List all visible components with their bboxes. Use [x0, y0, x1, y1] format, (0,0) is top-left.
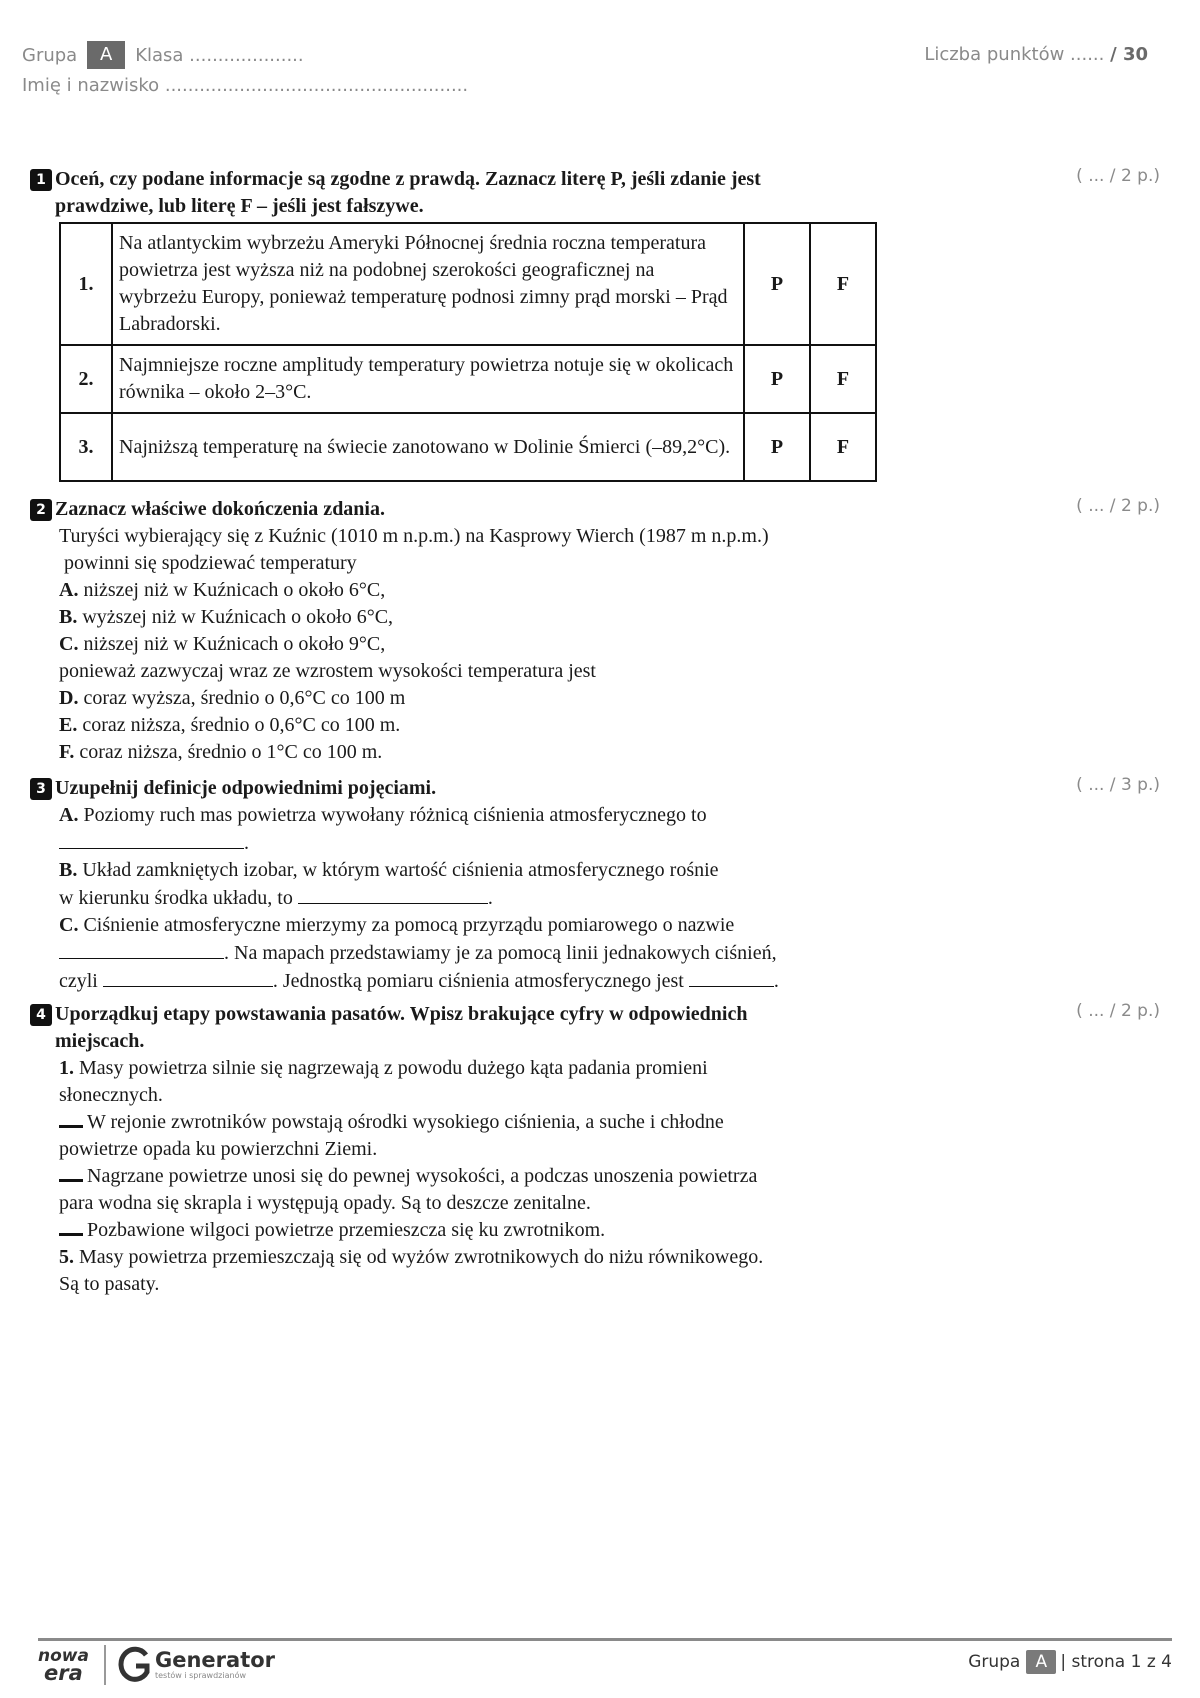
true-option[interactable]: P	[744, 345, 810, 413]
option-text: niższej niż w Kuźnicach o około 6°C,	[83, 579, 386, 601]
task-1	[30, 166, 930, 482]
option-text: coraz niższa, średnio o 0,6°C co 100 m.	[82, 714, 401, 736]
answer-blank[interactable]	[103, 967, 273, 987]
item-letter: B.	[59, 859, 78, 881]
answer-blank[interactable]	[689, 967, 774, 987]
task-2-score: ( ... / 2 p.)	[1076, 496, 1160, 516]
option-letter: F.	[59, 741, 75, 763]
step-number: 1.	[59, 1057, 74, 1079]
definition-text: Układ zamkniętych izobar, w którym wartość ciśnienia atmosferycznego rośnie	[82, 859, 719, 881]
option-letter: C.	[59, 633, 79, 655]
false-option[interactable]: F	[810, 223, 876, 345]
option-letter: E.	[59, 714, 78, 736]
definition-text: czyli	[59, 970, 98, 992]
item-letter: A.	[59, 804, 79, 826]
intro-line: Turyści wybierający się z Kuźnic (1010 m n.p.m.) na Kasprowy Wierch (1987 m n.p.m.)	[59, 525, 769, 547]
definition-text: . Jednostką pomiaru ciśnienia atmosferycznego jest	[272, 970, 684, 992]
task-2-instruction	[30, 496, 930, 523]
task-number: 4	[30, 1004, 52, 1026]
true-false-table	[59, 222, 877, 482]
nowa-era-logo	[38, 1646, 100, 1685]
task-4-body	[59, 1055, 930, 1298]
logo-text: nowa	[38, 1646, 89, 1666]
generator-logo	[116, 1645, 275, 1685]
task-4-score: ( ... / 2 p.)	[1076, 1001, 1160, 1021]
footer-logos	[38, 1645, 275, 1685]
table-row	[60, 345, 876, 413]
definition-text: Poziomy ruch mas powietrza wywołany różnicą ciśnienia atmosferycznego to	[83, 804, 707, 826]
definition-text: . Na mapach przedstawiamy je za pomocą linii jednakowych ciśnień,	[224, 942, 777, 964]
definition-text: w kierunku środka układu, to	[59, 887, 293, 909]
step-text: powietrze opada ku powierzchni Ziemi.	[59, 1138, 378, 1160]
row-number: 2.	[60, 345, 112, 413]
false-option[interactable]: F	[810, 413, 876, 481]
footer-divider	[38, 1638, 1172, 1641]
task-2	[30, 496, 930, 766]
page-number: | strona 1 z 4	[1060, 1652, 1172, 1672]
statement: Na atlantyckim wybrzeżu Ameryki Północnej średnia roczna temperatura powietrza jest wyższa niż na podobnej szerokości geograficznej na wybrzeżu Europy, ponieważ temperaturę podnosi zimny prąd morski – Prąd Labradorski.	[112, 223, 744, 345]
answer-option[interactable]	[59, 631, 930, 658]
option-text: wyższej niż w Kuźnicach o około 6°C,	[82, 606, 394, 628]
step-number-blank[interactable]	[59, 1110, 83, 1128]
item-letter: C.	[59, 914, 79, 936]
intro-line: powinni się spodziewać temperatury	[64, 552, 357, 574]
definition-text: Ciśnienie atmosferyczne mierzymy za pomocą przyrządu pomiarowego o nazwie	[83, 914, 735, 936]
logo-text: era	[44, 1661, 83, 1685]
true-option[interactable]: P	[744, 413, 810, 481]
step-text: para wodna się skrapla i występują opady. Są to deszcze zenitalne.	[59, 1192, 591, 1214]
instruction-line: prawdziwe, lub literę F – jeśli jest fałszywe.	[55, 195, 424, 217]
step-text: Masy powietrza przemieszczają się od wyżów zwrotnikowych do niżu równikowego.	[79, 1246, 764, 1268]
false-option[interactable]: F	[810, 345, 876, 413]
table-row	[60, 413, 876, 481]
task-3	[30, 775, 930, 995]
footer-group-label: Grupa	[968, 1652, 1021, 1672]
task-1-score: ( ... / 2 p.)	[1076, 166, 1160, 186]
answer-blank[interactable]	[59, 939, 224, 959]
step-text: Są to pasaty.	[59, 1273, 160, 1295]
option-text: coraz niższa, średnio o 1°C co 100 m.	[79, 741, 383, 763]
step-text: W rejonie zwrotników powstają ośrodki wysokiego ciśnienia, a suche i chłodne	[87, 1111, 724, 1133]
points-max: / 30	[1110, 44, 1148, 65]
answer-option[interactable]	[59, 577, 930, 604]
step-number-blank[interactable]	[59, 1218, 83, 1236]
logo-divider	[104, 1645, 106, 1685]
group-label: Grupa	[22, 44, 78, 66]
logo-subtext: testów i sprawdzianów	[155, 1671, 246, 1680]
instruction-line: miejscach.	[55, 1030, 145, 1052]
points-label: Liczba punktów ......	[924, 44, 1111, 65]
answer-option[interactable]	[59, 685, 930, 712]
footer-group-badge: A	[1026, 1650, 1056, 1674]
step-text: Nagrzane powietrze unosi się do pewnej wysokości, a podczas unoszenia powietrza	[87, 1165, 758, 1187]
footer-page-info	[968, 1650, 1172, 1674]
option-letter: A.	[59, 579, 79, 601]
task-3-body: A. Poziomy ruch mas powietrza wywołany różnicą ciśnienia atmosferycznego to . B. Układ zamkniętych izobar, w którym wartość ciśnienia atmosferycznego rośnie w kierunku środka układu, to . C. Ciśnienie atmosferyczne mierzymy za pomocą przyrządu pomiarowego o nazwie . Na mapach przedstawiamy je za pomocą linii jednakowych ciśnień, czyli . Jednostką pomiaru ciśnienia atmosferycznego jest .	[59, 804, 779, 992]
answer-option[interactable]	[59, 712, 930, 739]
true-option[interactable]: P	[744, 223, 810, 345]
instruction-line: Uzupełnij definicje odpowiednimi pojęciami.	[55, 777, 437, 799]
connector-text: ponieważ zazwyczaj wraz ze wzrostem wysokości temperatura jest	[59, 660, 596, 682]
task-number: 3	[30, 778, 52, 800]
instruction-line: Zaznacz właściwe dokończenia zdania.	[55, 498, 385, 520]
answer-option[interactable]	[59, 604, 930, 631]
worksheet-header	[22, 40, 468, 100]
step-number: 5.	[59, 1246, 74, 1268]
option-text: niższej niż w Kuźnicach o około 9°C,	[83, 633, 386, 655]
generator-g-icon	[116, 1645, 152, 1685]
option-text: coraz wyższa, średnio o 0,6°C co 100 m	[83, 687, 406, 709]
answer-blank[interactable]	[59, 829, 244, 849]
group-badge: A	[87, 41, 125, 69]
answer-blank[interactable]	[298, 884, 488, 904]
class-field: Klasa ....................	[135, 44, 304, 66]
task-number: 2	[30, 499, 52, 521]
instruction-line: Uporządkuj etapy powstawania pasatów. Wpisz brakujące cyfry w odpowiednich	[55, 1003, 748, 1025]
option-letter: B.	[59, 606, 78, 628]
task-number: 1	[30, 169, 52, 191]
table-row	[60, 223, 876, 345]
task-3-score: ( ... / 3 p.)	[1076, 775, 1160, 795]
option-letter: D.	[59, 687, 79, 709]
task-3-instruction	[30, 775, 930, 802]
statement: Najniższą temperaturę na świecie zanotowano w Dolinie Śmierci (–89,2°C).	[112, 413, 744, 481]
step-text: Pozbawione wilgoci powietrze przemieszcza się ku zwrotnikom.	[87, 1219, 606, 1241]
name-field: Imię i nazwisko .....................................................	[22, 74, 469, 96]
task-4	[30, 1001, 930, 1298]
points-total	[924, 40, 1148, 70]
answer-option[interactable]	[59, 739, 930, 766]
instruction-line: Oceń, czy podane informacje są zgodne z prawdą. Zaznacz literę P, jeśli zdanie jest	[55, 168, 761, 190]
step-number-blank[interactable]	[59, 1164, 83, 1182]
task-4-instruction	[30, 1001, 930, 1055]
step-text: Masy powietrza silnie się nagrzewają z powodu dużego kąta padania promieni	[79, 1057, 708, 1079]
row-number: 3.	[60, 413, 112, 481]
task-1-instruction	[30, 166, 930, 220]
step-text: słonecznych.	[59, 1084, 163, 1106]
statement: Najmniejsze roczne amplitudy temperatury powietrza notuje się w okolicach równika – około 2–3°C.	[112, 345, 744, 413]
logo-text: Generator	[155, 1648, 276, 1672]
task-2-body	[59, 523, 930, 766]
row-number: 1.	[60, 223, 112, 345]
